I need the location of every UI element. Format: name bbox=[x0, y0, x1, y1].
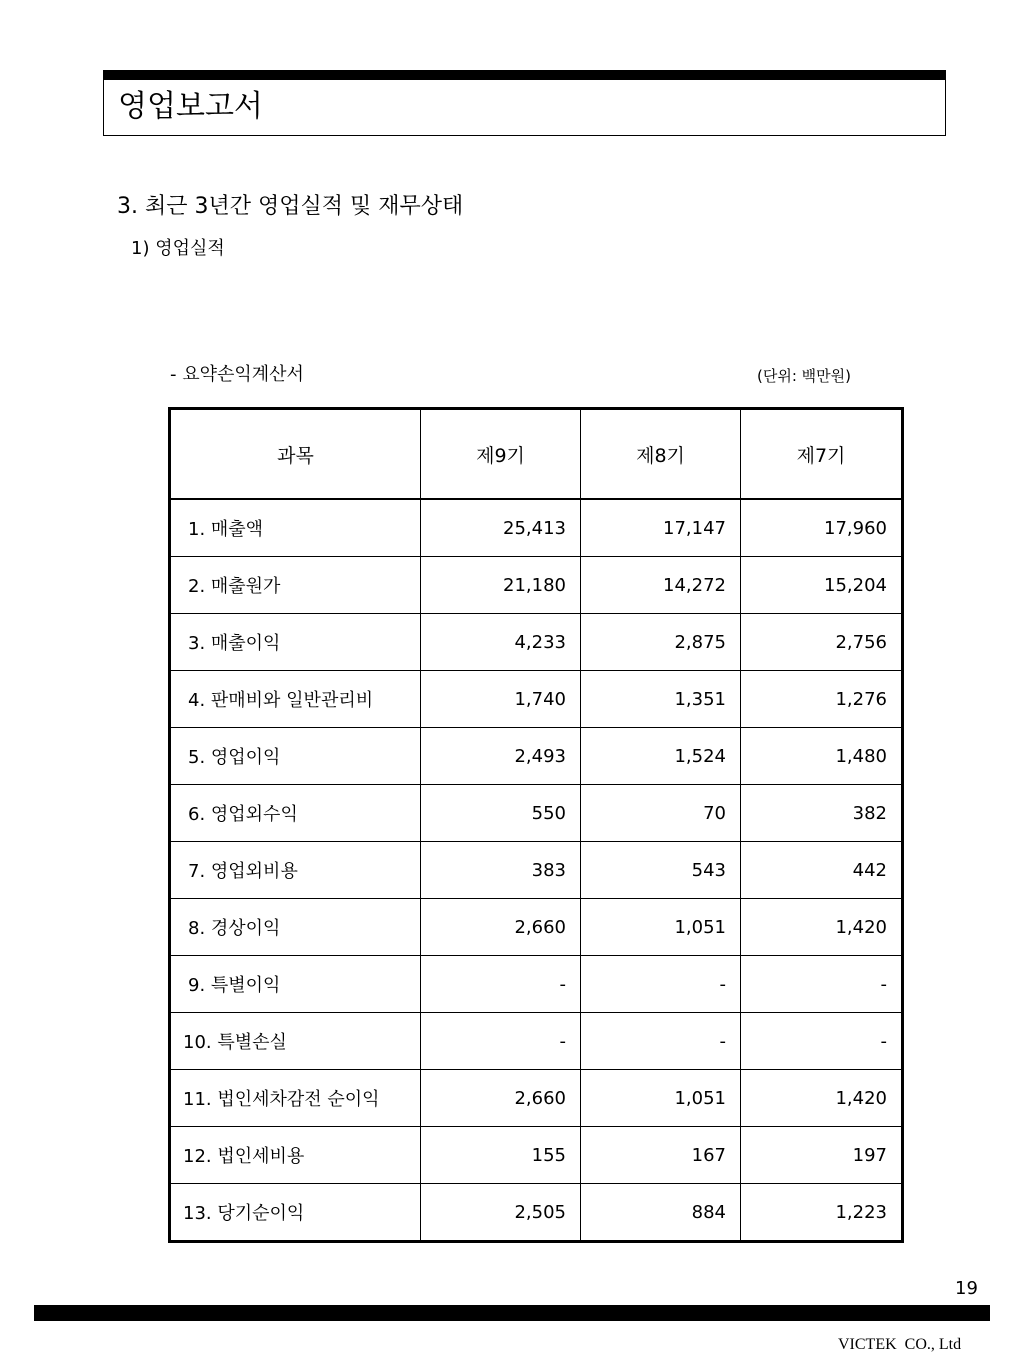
row-value-period-8: 2,875 bbox=[581, 614, 741, 671]
row-item-label: 5. 영업이익 bbox=[170, 728, 421, 785]
table-row bbox=[170, 614, 903, 671]
row-item-label: 13. 당기순이익 bbox=[170, 1184, 421, 1242]
header-top-rule bbox=[103, 70, 946, 80]
page-title: 영업보고서 bbox=[118, 89, 263, 124]
row-item-label: 3. 매출이익 bbox=[170, 614, 421, 671]
row-item-label: 12. 법인세비용 bbox=[170, 1127, 421, 1184]
row-value-period-7: 15,204 bbox=[741, 557, 903, 614]
row-value-period-7: 1,276 bbox=[741, 671, 903, 728]
table-row bbox=[170, 785, 903, 842]
row-item-label: 11. 법인세차감전 순이익 bbox=[170, 1070, 421, 1127]
column-header-item: 과목 bbox=[170, 409, 421, 500]
row-item-label: 2. 매출원가 bbox=[170, 557, 421, 614]
table-row bbox=[170, 671, 903, 728]
row-value-period-8: - bbox=[581, 1013, 741, 1070]
row-value-period-8: 1,351 bbox=[581, 671, 741, 728]
table-row bbox=[170, 842, 903, 899]
subsection-heading: 1) 영업실적 bbox=[131, 238, 225, 259]
column-header-period-7: 제7기 bbox=[741, 409, 903, 500]
table-row bbox=[170, 1013, 903, 1070]
row-value-period-8: 167 bbox=[581, 1127, 741, 1184]
row-value-period-7: 17,960 bbox=[741, 499, 903, 557]
row-value-period-8: 1,524 bbox=[581, 728, 741, 785]
row-value-period-9: 2,493 bbox=[421, 728, 581, 785]
row-item-label: 10. 특별손실 bbox=[170, 1013, 421, 1070]
row-value-period-9: 383 bbox=[421, 842, 581, 899]
row-value-period-7: 1,480 bbox=[741, 728, 903, 785]
column-header-period-9: 제9기 bbox=[421, 409, 581, 500]
row-value-period-8: - bbox=[581, 956, 741, 1013]
row-value-period-8: 884 bbox=[581, 1184, 741, 1242]
row-item-label: 4. 판매비와 일반관리비 bbox=[170, 671, 421, 728]
table-row bbox=[170, 1070, 903, 1127]
row-value-period-8: 1,051 bbox=[581, 1070, 741, 1127]
row-value-period-9: - bbox=[421, 1013, 581, 1070]
row-value-period-8: 14,272 bbox=[581, 557, 741, 614]
row-value-period-8: 1,051 bbox=[581, 899, 741, 956]
footer-rule bbox=[34, 1305, 990, 1321]
section-heading: 3. 최근 3년간 영업실적 및 재무상태 bbox=[117, 194, 464, 219]
income-statement-table bbox=[168, 407, 904, 1243]
table-row bbox=[170, 557, 903, 614]
table-row bbox=[170, 899, 903, 956]
row-value-period-9: 1,740 bbox=[421, 671, 581, 728]
row-value-period-7: 1,223 bbox=[741, 1184, 903, 1242]
table-row bbox=[170, 499, 903, 557]
row-value-period-8: 17,147 bbox=[581, 499, 741, 557]
table-row bbox=[170, 1184, 903, 1242]
row-value-period-7: 197 bbox=[741, 1127, 903, 1184]
table-caption: - 요약손익계산서 bbox=[170, 364, 304, 385]
row-item-label: 1. 매출액 bbox=[170, 499, 421, 557]
table-row bbox=[170, 1127, 903, 1184]
table-row bbox=[170, 956, 903, 1013]
row-value-period-9: 2,505 bbox=[421, 1184, 581, 1242]
row-value-period-7: 1,420 bbox=[741, 899, 903, 956]
row-value-period-7: 2,756 bbox=[741, 614, 903, 671]
row-value-period-9: 2,660 bbox=[421, 899, 581, 956]
column-header-period-8: 제8기 bbox=[581, 409, 741, 500]
table-row bbox=[170, 728, 903, 785]
title-box bbox=[103, 80, 946, 136]
row-value-period-8: 70 bbox=[581, 785, 741, 842]
row-item-label: 9. 특별이익 bbox=[170, 956, 421, 1013]
page-number: 19 bbox=[955, 1278, 978, 1299]
table-body bbox=[170, 499, 903, 1242]
row-value-period-7: - bbox=[741, 1013, 903, 1070]
row-value-period-9: 21,180 bbox=[421, 557, 581, 614]
row-item-label: 8. 경상이익 bbox=[170, 899, 421, 956]
row-value-period-9: 550 bbox=[421, 785, 581, 842]
row-value-period-9: 4,233 bbox=[421, 614, 581, 671]
row-value-period-9: 25,413 bbox=[421, 499, 581, 557]
row-value-period-9: 155 bbox=[421, 1127, 581, 1184]
row-value-period-7: 382 bbox=[741, 785, 903, 842]
row-value-period-9: 2,660 bbox=[421, 1070, 581, 1127]
row-value-period-8: 543 bbox=[581, 842, 741, 899]
row-value-period-9: - bbox=[421, 956, 581, 1013]
row-value-period-7: - bbox=[741, 956, 903, 1013]
row-item-label: 6. 영업외수익 bbox=[170, 785, 421, 842]
row-item-label: 7. 영업외비용 bbox=[170, 842, 421, 899]
row-value-period-7: 442 bbox=[741, 842, 903, 899]
unit-note: (단위: 백만원) bbox=[757, 367, 851, 385]
table-header-row bbox=[170, 409, 903, 500]
row-value-period-7: 1,420 bbox=[741, 1070, 903, 1127]
company-name: VICTEK CO., Ltd bbox=[838, 1336, 962, 1353]
